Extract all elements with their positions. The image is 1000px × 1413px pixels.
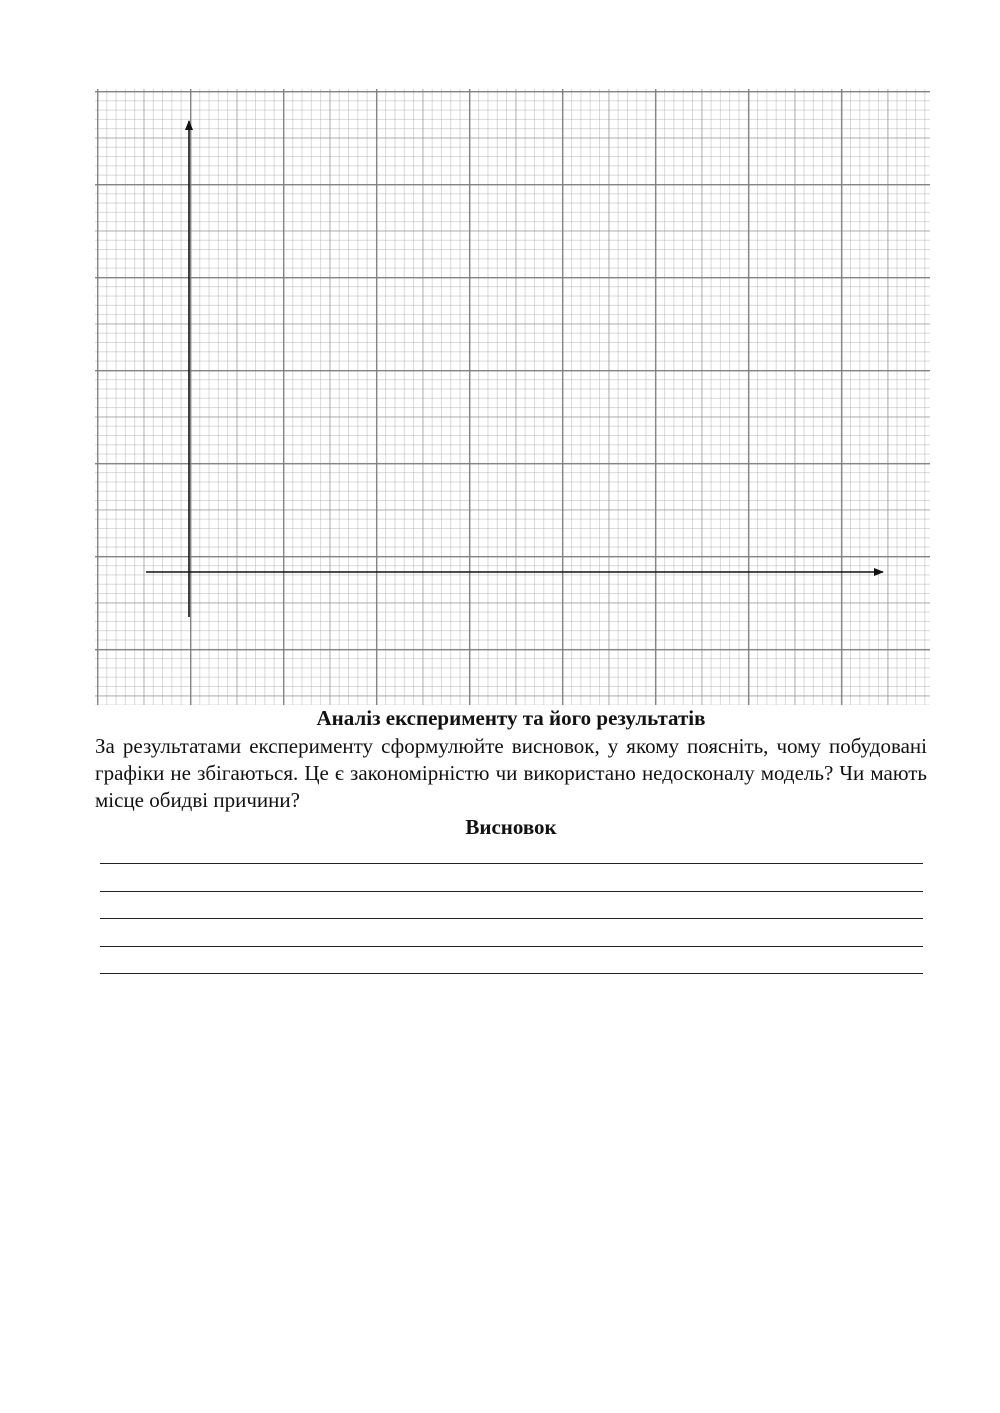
- answer-line[interactable]: [100, 946, 923, 947]
- answer-line[interactable]: [100, 918, 923, 919]
- conclusion-title: Висновок: [465, 815, 557, 839]
- answer-line[interactable]: [100, 891, 923, 892]
- instructions-text: За результатами експерименту сформулюйте висновок, у якому поясніть, чому побудовані графіки не збігаються. Це є закономірністю чи використано недосконалу модель? Чи мають місце обидві причини?: [95, 734, 927, 812]
- answer-line[interactable]: [100, 973, 923, 974]
- coordinate-axes: [95, 89, 930, 705]
- answer-line[interactable]: [100, 863, 923, 864]
- section-title: Аналіз експерименту та його результатів: [316, 706, 706, 730]
